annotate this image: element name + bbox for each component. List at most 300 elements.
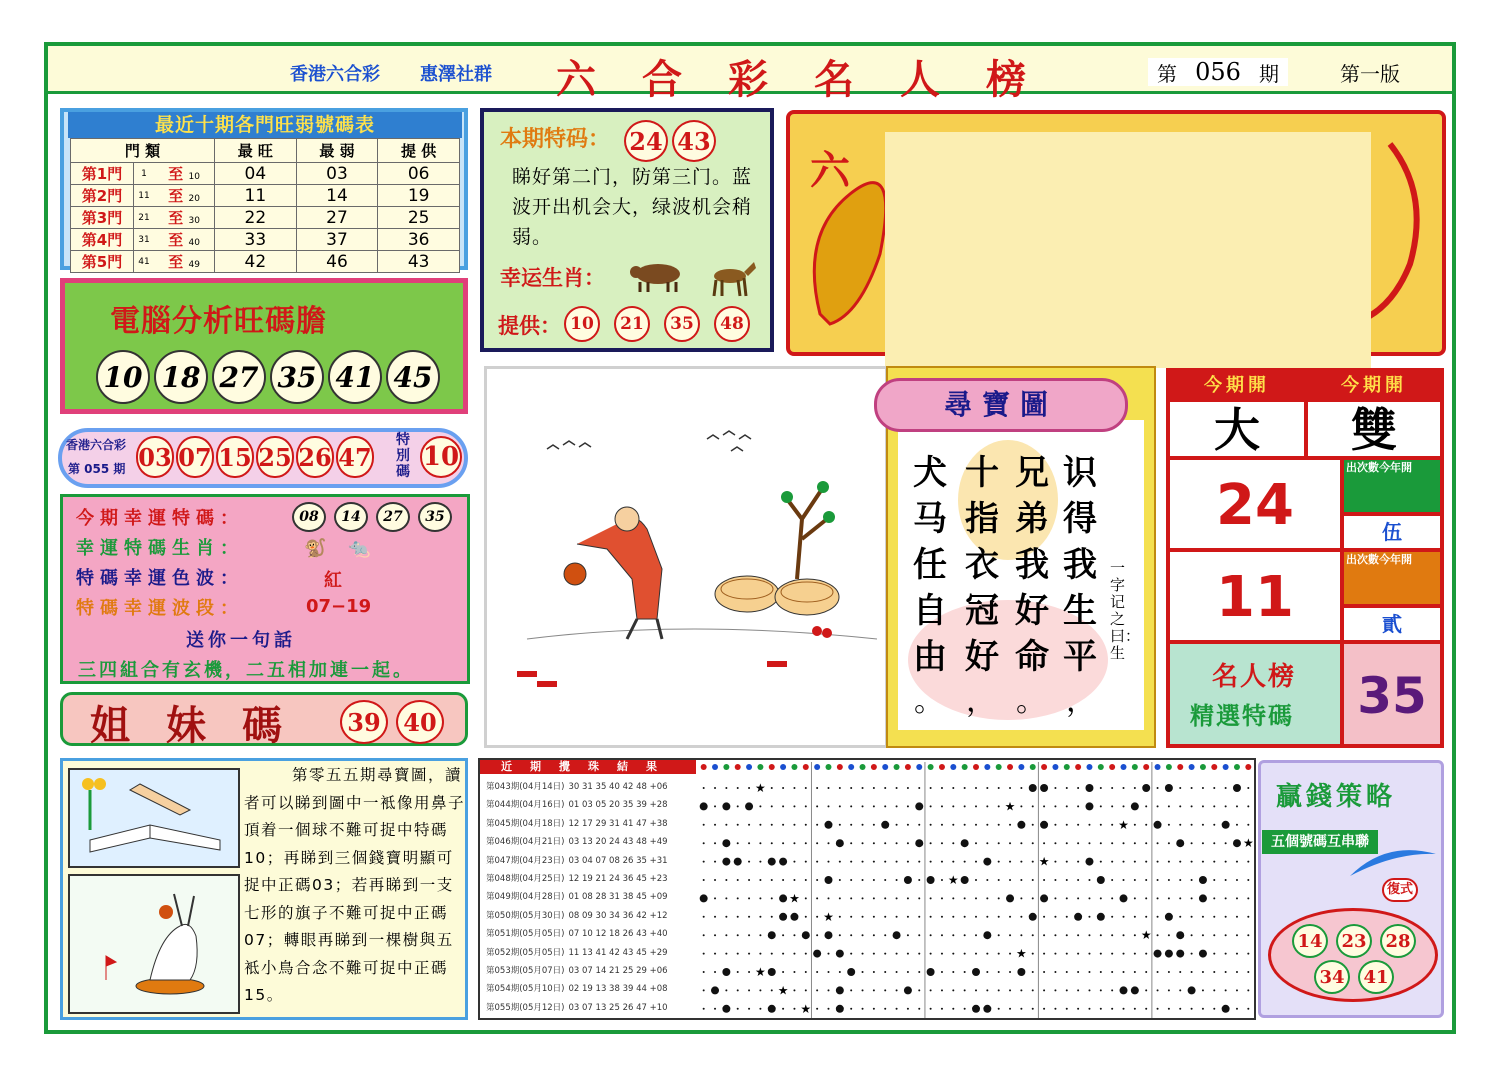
empty-mark (725, 897, 727, 899)
empty-mark (1157, 787, 1159, 789)
empty-mark (1077, 953, 1079, 955)
prev-issue-label: 第 055 期 (68, 462, 126, 476)
empty-mark (1236, 879, 1238, 881)
empty-mark (986, 953, 988, 955)
header-dot (1075, 764, 1081, 770)
empty-mark (827, 805, 829, 807)
empty-mark (782, 953, 784, 955)
header-dot (1086, 764, 1092, 770)
poem-punct: 。 (1016, 684, 1046, 719)
special-mark: ★ (1140, 928, 1152, 943)
header-dot (1177, 764, 1183, 770)
gate-to: 30 (188, 216, 200, 226)
empty-mark (1111, 953, 1113, 955)
empty-mark (1020, 897, 1022, 899)
empty-mark (737, 934, 739, 936)
hot-cell: 22 (215, 207, 297, 229)
empty-mark (816, 1008, 818, 1010)
empty-mark (862, 897, 864, 899)
empty-mark (1168, 824, 1170, 826)
gate-to: 40 (188, 238, 200, 248)
empty-mark (1100, 861, 1102, 863)
poem-side-note: 一字记之曰：生 (1110, 559, 1141, 662)
issue-suffix: 期 (1258, 61, 1279, 86)
empty-mark (1043, 842, 1045, 844)
empty-mark (964, 916, 966, 918)
empty-mark (816, 842, 818, 844)
monkey-icon: 🐒 (304, 538, 327, 559)
empty-mark (782, 787, 784, 789)
empty-mark (1123, 934, 1125, 936)
history-numbers: 03 07 14 21 25 29 +06 (568, 966, 668, 976)
empty-mark (1225, 989, 1227, 991)
empty-mark (1236, 989, 1238, 991)
empty-mark (759, 916, 761, 918)
hot-cell: 11 (215, 185, 297, 207)
empty-mark (873, 861, 875, 863)
empty-mark (771, 953, 773, 955)
empty-mark (703, 916, 705, 918)
empty-mark (964, 989, 966, 991)
empty-mark (1009, 934, 1011, 936)
empty-mark (998, 897, 1000, 899)
cold-cell: 27 (296, 207, 378, 229)
empty-mark (986, 971, 988, 973)
drawn-mark (1222, 1005, 1230, 1013)
count-value: 伍 (1342, 514, 1442, 550)
banner-blank-panel (885, 132, 1371, 368)
empty-mark (941, 787, 943, 789)
empty-mark (1043, 805, 1045, 807)
header-dot (1064, 764, 1070, 770)
header-dot (1234, 764, 1240, 770)
special-mark: ★ (1016, 946, 1027, 961)
poem-column: 兄弟我好命 (1015, 453, 1049, 677)
empty-mark (1100, 934, 1102, 936)
empty-mark (998, 787, 1000, 789)
empty-mark (952, 934, 954, 936)
history-numbers: 30 31 35 40 42 48 +06 (568, 782, 668, 792)
empty-mark (873, 989, 875, 991)
empty-mark (975, 787, 977, 789)
empty-mark (873, 842, 875, 844)
hot-cell: 33 (215, 229, 297, 251)
empty-mark (952, 916, 954, 918)
empty-mark (998, 879, 1000, 881)
hk-label: 香港六合彩 (290, 64, 380, 85)
empty-mark (998, 805, 1000, 807)
history-numbers: 02 19 13 38 39 44 +08 (568, 984, 668, 995)
empty-mark (1213, 971, 1215, 973)
empty-mark (703, 953, 705, 955)
empty-mark (941, 934, 943, 936)
number-ball: 10 (96, 350, 150, 404)
history-row (486, 798, 668, 810)
community-label: 惠澤社群 (420, 64, 492, 85)
empty-mark (1100, 989, 1102, 991)
empty-mark (1247, 934, 1249, 936)
strategy-title: 贏錢策略 (1276, 782, 1397, 812)
empty-mark (1168, 989, 1170, 991)
empty-mark (703, 879, 705, 881)
empty-mark (1202, 824, 1204, 826)
empty-mark (873, 879, 875, 881)
empty-mark (1247, 897, 1249, 899)
empty-mark (1020, 787, 1022, 789)
drawn-mark (1199, 950, 1207, 958)
history-numbers: 12 17 29 31 41 47 +38 (568, 818, 668, 829)
empty-mark (850, 879, 852, 881)
empty-mark (827, 1008, 829, 1010)
table-row (71, 207, 460, 229)
sister-title (90, 694, 318, 751)
history-issue: 第046期(04月21日) (486, 837, 565, 848)
drawn-mark (836, 986, 844, 994)
number-ball: 45 (386, 350, 440, 404)
empty-mark (930, 787, 932, 789)
drawn-mark (1233, 784, 1241, 792)
empty-mark (1202, 971, 1204, 973)
drawn-mark (1154, 950, 1162, 958)
empty-mark (1111, 861, 1113, 863)
prev-hk-label: 香港六合彩 (66, 438, 127, 452)
empty-mark (930, 861, 932, 863)
drawn-mark (904, 986, 912, 994)
empty-mark (1225, 971, 1227, 973)
empty-mark (1168, 805, 1170, 807)
empty-mark (782, 934, 784, 936)
drawn-mark (700, 894, 708, 902)
drawn-mark (768, 968, 776, 976)
empty-mark (896, 1008, 898, 1010)
gate-range (154, 185, 215, 207)
empty-mark (1157, 934, 1159, 936)
empty-mark (975, 842, 977, 844)
empty-mark (884, 861, 886, 863)
empty-mark (793, 934, 795, 936)
header-dot (962, 764, 968, 770)
empty-mark (805, 861, 807, 863)
empty-mark (839, 934, 841, 936)
empty-mark (1032, 824, 1034, 826)
empty-mark (1247, 787, 1249, 789)
empty-mark (1191, 861, 1193, 863)
drawn-mark (779, 913, 787, 921)
drawn-mark (1029, 913, 1037, 921)
sister-char: 姐妹碼 (90, 702, 318, 749)
empty-mark (759, 805, 761, 807)
number-ball: 18 (154, 350, 208, 404)
empty-mark (930, 953, 932, 955)
empty-mark (1066, 989, 1068, 991)
drawn-mark (1029, 784, 1037, 792)
empty-mark (816, 879, 818, 881)
empty-mark (896, 971, 898, 973)
range-to-label: 至 (168, 209, 184, 227)
drawn-mark (1222, 821, 1230, 829)
empty-mark (1032, 861, 1034, 863)
empty-mark (1066, 879, 1068, 881)
empty-mark (998, 989, 1000, 991)
empty-mark (1009, 953, 1011, 955)
empty-mark (1054, 971, 1056, 973)
empty-mark (737, 897, 739, 899)
empty-mark (1043, 971, 1045, 973)
empty-mark (771, 897, 773, 899)
empty-mark (1225, 861, 1227, 863)
bird-icon (1346, 834, 1440, 880)
number-ball: 47 (336, 436, 374, 478)
empty-mark (1054, 989, 1056, 991)
drawn-mark (972, 1005, 980, 1013)
empty-mark (1191, 805, 1193, 807)
drawn-mark (915, 802, 923, 810)
empty-mark (1088, 916, 1090, 918)
empty-mark (1077, 787, 1079, 789)
empty-mark (748, 897, 750, 899)
book-illustration (68, 768, 240, 868)
empty-mark (816, 916, 818, 918)
empty-mark (1247, 879, 1249, 881)
drawn-mark (836, 1005, 844, 1013)
header-dot (723, 764, 729, 770)
offer-cell: 43 (378, 251, 460, 273)
empty-mark (737, 953, 739, 955)
empty-mark (862, 1008, 864, 1010)
empty-mark (1236, 805, 1238, 807)
gate-range (154, 163, 215, 185)
empty-mark (918, 1008, 920, 1010)
drawn-mark (1040, 821, 1048, 829)
empty-mark (839, 971, 841, 973)
empty-mark (759, 934, 761, 936)
empty-mark (907, 787, 909, 789)
drawn-mark (836, 950, 844, 958)
empty-mark (1123, 916, 1125, 918)
empty-mark (907, 897, 909, 899)
history-numbers: 12 19 21 24 36 45 +23 (568, 874, 668, 884)
empty-mark (1020, 1008, 1022, 1010)
empty-mark (1020, 842, 1022, 844)
empty-mark (759, 1008, 761, 1010)
empty-mark (1247, 989, 1249, 991)
empty-mark (1111, 897, 1113, 899)
empty-mark (1100, 1008, 1102, 1010)
empty-mark (850, 842, 852, 844)
drawn-mark (722, 839, 730, 847)
empty-mark (1247, 971, 1249, 973)
empty-mark (782, 971, 784, 973)
empty-mark (1054, 916, 1056, 918)
empty-mark (737, 787, 739, 789)
empty-mark (941, 971, 943, 973)
empty-mark (1066, 934, 1068, 936)
count-tag: 出次數今年開 (1342, 458, 1442, 514)
empty-mark (986, 805, 988, 807)
header-dot (894, 764, 900, 770)
issue-number (1148, 58, 1288, 86)
history-numbers: 03 04 07 08 26 35 +31 (568, 855, 668, 866)
empty-mark (793, 787, 795, 789)
famous-label: 名人榜 (1212, 662, 1297, 692)
drawn-mark (824, 876, 832, 884)
empty-mark (918, 861, 920, 863)
empty-mark (725, 989, 727, 991)
empty-mark (839, 897, 841, 899)
gate-from: 11 (134, 185, 155, 207)
empty-mark (930, 1008, 932, 1010)
empty-mark (1088, 1008, 1090, 1010)
header-dot (803, 764, 809, 770)
empty-mark (1145, 842, 1147, 844)
empty-mark (793, 1008, 795, 1010)
empty-mark (748, 1008, 750, 1010)
empty-mark (1157, 805, 1159, 807)
lucky-zodiac-label: 幸運特碼生肖： (76, 538, 244, 559)
empty-mark (862, 787, 864, 789)
empty-mark (1077, 1008, 1079, 1010)
empty-mark (748, 787, 750, 789)
empty-mark (1134, 879, 1136, 881)
history-row (486, 964, 668, 976)
empty-mark (1247, 953, 1249, 955)
header-dot (939, 764, 945, 770)
empty-mark (782, 842, 784, 844)
empty-mark (782, 879, 784, 881)
empty-mark (1168, 861, 1170, 863)
empty-mark (759, 824, 761, 826)
computer-analysis-title: 電腦分析旺碼膽 (110, 304, 327, 339)
empty-mark (907, 861, 909, 863)
empty-mark (1054, 897, 1056, 899)
empty-mark (850, 989, 852, 991)
special-mark: ★ (755, 965, 766, 979)
empty-mark (952, 861, 954, 863)
empty-mark (1066, 953, 1068, 955)
empty-mark (1168, 1008, 1170, 1010)
empty-mark (1145, 879, 1147, 881)
offer-cell: 25 (378, 207, 460, 229)
ox-icon (628, 258, 688, 298)
empty-mark (714, 916, 716, 918)
empty-mark (975, 989, 977, 991)
empty-mark (964, 953, 966, 955)
empty-mark (1100, 953, 1102, 955)
empty-mark (952, 805, 954, 807)
svg-text:六: 六 (810, 148, 850, 194)
header-dot (950, 764, 956, 770)
empty-mark (862, 971, 864, 973)
empty-mark (952, 842, 954, 844)
empty-mark (1168, 879, 1170, 881)
poem-column: 识得我生平 (1063, 453, 1097, 677)
empty-mark (975, 934, 977, 936)
empty-mark (1009, 824, 1011, 826)
empty-mark (714, 842, 716, 844)
empty-mark (1100, 897, 1102, 899)
empty-mark (1032, 989, 1034, 991)
empty-mark (918, 989, 920, 991)
empty-mark (839, 824, 841, 826)
history-issue: 第047期(04月23日) (486, 855, 565, 866)
number-ball: 14 (334, 502, 368, 532)
empty-mark (1247, 916, 1249, 918)
header-dot (1166, 764, 1172, 770)
header-dot (871, 764, 877, 770)
empty-mark (884, 879, 886, 881)
empty-mark (1100, 842, 1102, 844)
analysis-text: 第零五五期尋寶圖，讀者可以睇到圖中一袛像用鼻子頂着一個球不難可捉中特碼10；再睇到三個錢寶明顯可捉中正碼03；若再睇到一支七形的旗子不難可捉中正碼07；轉眼再睇到一棵樹與五袛小鳥合念不難可捉中正碼15。 (244, 766, 466, 1004)
gate-to: 10 (188, 172, 200, 182)
empty-mark (1225, 805, 1227, 807)
cold-cell: 46 (296, 251, 378, 273)
header-dot (769, 764, 775, 770)
history-numbers: 01 03 05 20 35 39 +28 (568, 800, 668, 811)
empty-mark (816, 805, 818, 807)
empty-mark (998, 842, 1000, 844)
empty-mark (725, 916, 727, 918)
empty-mark (941, 805, 943, 807)
history-row (486, 982, 668, 994)
history-row (486, 946, 668, 958)
header-dot (973, 764, 979, 770)
empty-mark (805, 971, 807, 973)
empty-mark (1202, 842, 1204, 844)
lucky-band-label: 特碼幸運波段： (76, 598, 244, 619)
empty-mark (1236, 1008, 1238, 1010)
drawn-mark (768, 1005, 776, 1013)
empty-mark (941, 916, 943, 918)
empty-mark (998, 953, 1000, 955)
table-row (71, 163, 460, 185)
empty-mark (1134, 897, 1136, 899)
empty-mark (1111, 989, 1113, 991)
empty-mark (1088, 989, 1090, 991)
empty-mark (805, 787, 807, 789)
empty-mark (793, 842, 795, 844)
history-row (486, 1001, 668, 1013)
empty-mark (1020, 916, 1022, 918)
empty-mark (748, 989, 750, 991)
empty-mark (850, 916, 852, 918)
gate-label: 第4門 (71, 229, 134, 251)
empty-mark (1066, 824, 1068, 826)
empty-mark (805, 805, 807, 807)
empty-mark (1032, 842, 1034, 844)
empty-mark (805, 953, 807, 955)
gate-from: 21 (134, 207, 155, 229)
hot-cell: 42 (215, 251, 297, 273)
empty-mark (850, 805, 852, 807)
empty-mark (759, 861, 761, 863)
header-dot (735, 764, 741, 770)
empty-mark (986, 879, 988, 881)
number-ball: 39 (340, 700, 388, 744)
number-ball: 08 (292, 502, 326, 532)
empty-mark (930, 989, 932, 991)
empty-mark (918, 879, 920, 881)
empty-mark (1088, 879, 1090, 881)
empty-mark (998, 916, 1000, 918)
cold-cell: 14 (296, 185, 378, 207)
empty-mark (1202, 805, 1204, 807)
stat-number: 24 (1168, 458, 1342, 550)
drawn-mark (1040, 784, 1048, 792)
table-row (71, 229, 460, 251)
empty-mark (952, 1008, 954, 1010)
empty-mark (1202, 861, 1204, 863)
number-ball: 35 (664, 306, 700, 342)
